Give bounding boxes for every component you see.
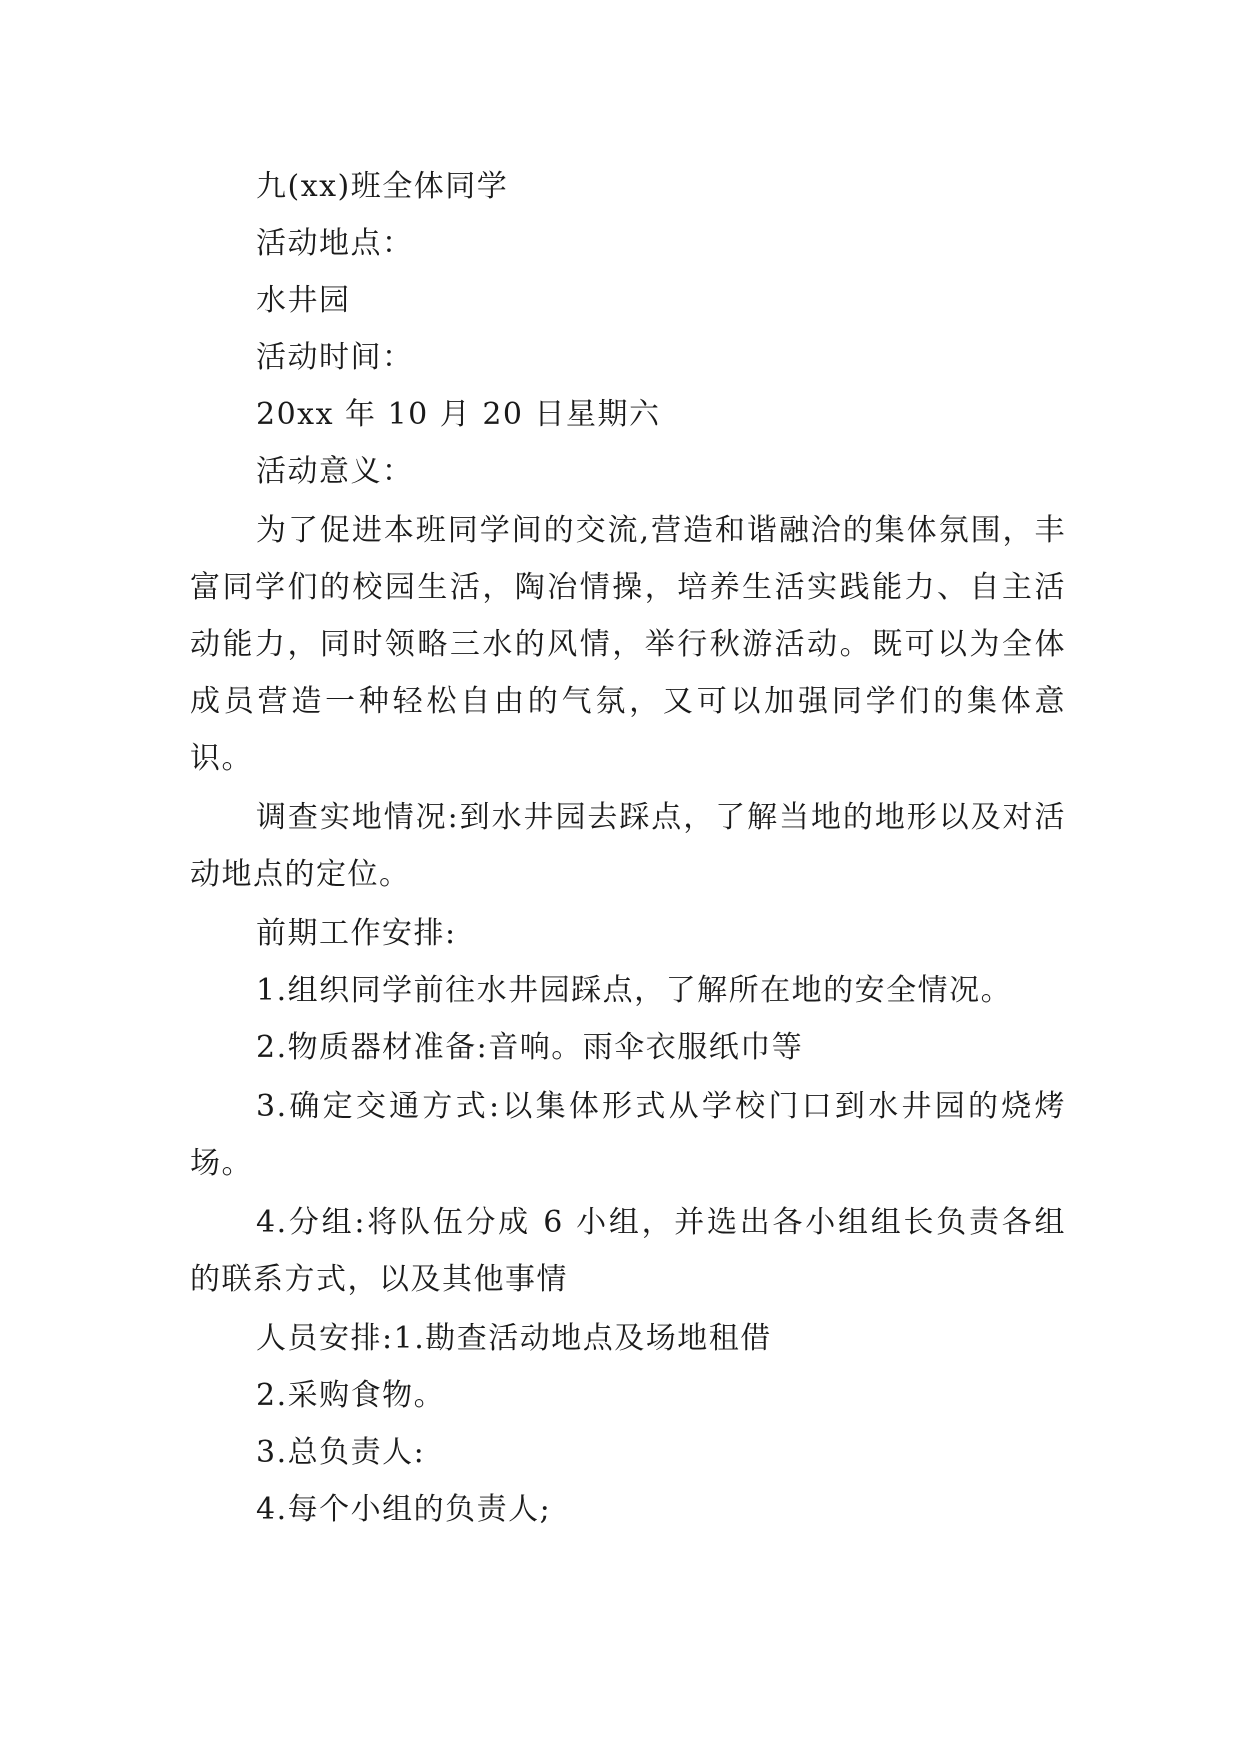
participants-text: 九(xx)班全体同学 xyxy=(256,169,509,204)
staffing-heading: 人员安排:1.勘查活动地点及场地租借 xyxy=(256,1321,772,1356)
location-heading: 活动地点： xyxy=(256,226,414,261)
purpose-heading: 活动意义： xyxy=(256,454,414,489)
document-body xyxy=(190,158,1066,1538)
preparation-item-1: 1.组织同学前往水井园踩点，了解所在地的安全情况。 xyxy=(256,973,1013,1008)
preparation-item-3: 3.确定交通方式:以集体形式从学校门口到水井园的烧烤场。 xyxy=(190,1089,1066,1181)
preparation-heading: 前期工作安排: xyxy=(256,916,457,951)
time-heading: 活动时间： xyxy=(256,340,414,375)
staffing-item-3: 3.总负责人: xyxy=(256,1435,426,1470)
purpose-paragraph: 为了促进本班同学间的交流,营造和谐融洽的集体氛围，丰富同学们的校园生活，陶冶情操，培养生活实践能力、自主活动能力，同时领略三水的风情，举行秋游活动。既可以为全体成员营造一种轻松自由的气氛，又可以加强同学们的集体意识。 xyxy=(190,513,1066,776)
preparation-item-2: 2.物质器材准备:音响。雨伞衣服纸巾等 xyxy=(256,1030,804,1065)
site-survey-paragraph: 调查实地情况:到水井园去踩点，了解当地的地形以及对活动地点的定位。 xyxy=(190,800,1066,892)
location-text: 水井园 xyxy=(256,283,351,318)
staffing-item-2: 2.采购食物。 xyxy=(256,1378,446,1413)
time-text: 20xx 年 10 月 20 日星期六 xyxy=(256,397,661,432)
preparation-item-4: 4.分组:将队伍分成 6 小组，并选出各小组组长负责各组的联系方式，以及其他事情 xyxy=(190,1205,1066,1297)
staffing-item-4: 4.每个小组的负责人; xyxy=(256,1492,552,1527)
